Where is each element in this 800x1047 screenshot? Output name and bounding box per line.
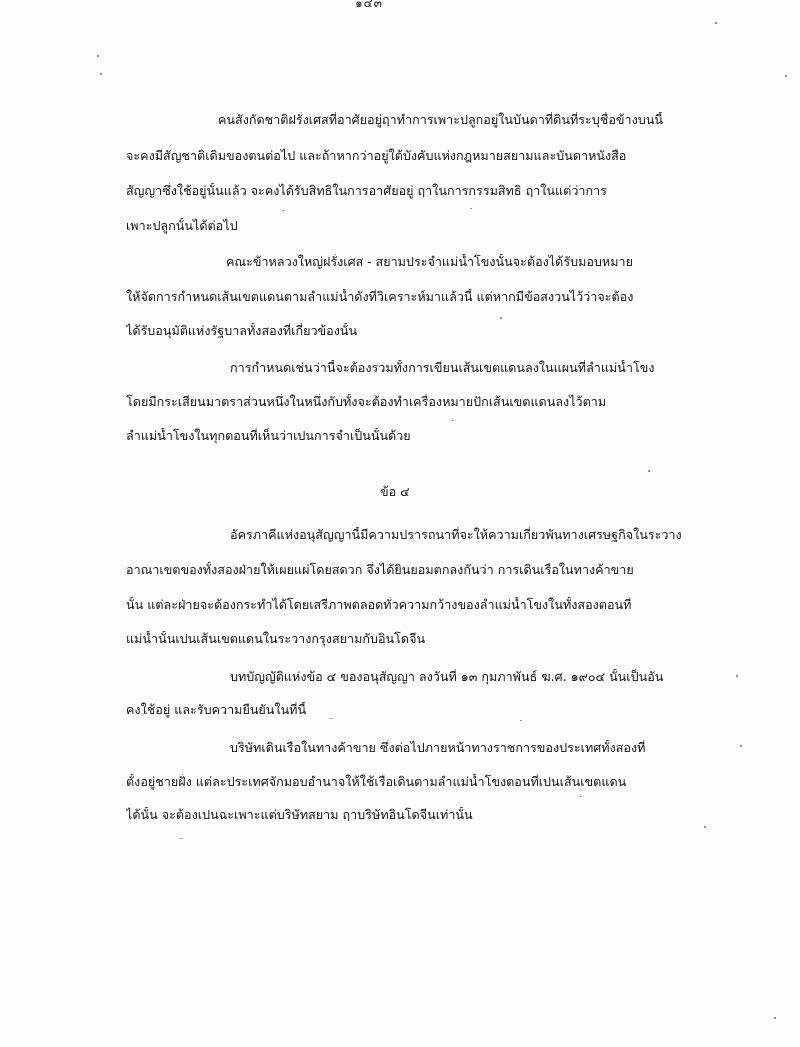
text-line: บทบัญญัติแห่งข้อ ๔ ของอนุสัญญา ลงวันที่ ๑๓ กุมภาพันธ์ ฆ.ศ. ๑๙๐๔ นั้นเป็นอัน	[230, 669, 664, 684]
scan-speck	[180, 838, 182, 839]
text-line: โดยมีกระเสียนมาตราส่วนหนึ่งในหนึ่งกับทั้งจะต้องทำเครื่องหมายปักเส้นเขตแดนลงไว้ตาม	[126, 394, 607, 409]
text-line: ตั้งอยู่ชายฝั่ง แต่ละประเทศจักมอบอำนาจให้ใช้เรือเดินตามลำแม่น้ำโขงตอนที่เปนเส้นเขตแดน	[126, 774, 627, 789]
scan-speck	[520, 720, 522, 721]
text-line: เพาะปลูกนั้นได้ต่อไป	[126, 218, 238, 233]
text-line: คนสังกัดชาติฝรั่งเศสที่อาศัยอยู่ฤาทำการเพาะปลูกอยู่ในบันดาที่ดินที่ระบุชื่อข้างบนนี้	[218, 112, 663, 127]
text-line: นั้น แต่ละฝ่ายจะต้องกระทำได้โดยเสรีภาพตลอดทั่วความกว้างของลำแม่น้ำโขงในทั้งสองตอนที่	[126, 597, 632, 612]
scan-speck	[715, 22, 717, 24]
scan-speck	[774, 1017, 776, 1019]
scan-speck	[500, 317, 502, 319]
text-line: สัญญาซึ่งใช้อยู่นั้นแล้ว จะคงได้รับสิทธิในการอาศัยอยู่ ฤาในการกรรมสิทธิ ฤาในแต่ว่าการ	[126, 183, 607, 198]
text-line: แม่น้ำนั้นเปนเส้นเขตแดนในระวางกรุงสยามกับอินโดจีน	[126, 631, 426, 646]
scan-speck	[100, 73, 102, 75]
text-line: อัครภาคีแห่งอนุสัญญานี้มีความปรารถนาที่จะให้ความเกี่ยวพันทางเศรษฐกิจในระวาง	[230, 527, 682, 542]
scan-speck	[704, 826, 706, 828]
scan-speck	[736, 675, 738, 677]
text-line: คงใช้อยู่ และรับความยืนยันในที่นี้	[126, 702, 307, 717]
scan-speck	[452, 420, 454, 421]
clause-heading: ข้อ ๔	[380, 484, 410, 499]
scan-speck	[470, 208, 472, 209]
scan-speck	[282, 210, 284, 211]
scan-speck	[580, 796, 582, 797]
scan-speck	[330, 718, 332, 719]
text-line: การกำหนดเช่นว่านี้จะต้องรวมทั้งการเขียนเส้นเขตแดนลงในแผนที่ลำแม่น้ำโขง	[230, 360, 655, 375]
scan-speck	[97, 55, 99, 57]
text-line: ได้รับอนุมัติแห่งรัฐบาลทั้งสองที่เกี่ยวข้องนั้น	[126, 323, 358, 338]
text-line: อาณาเขตของทั้งสองฝ่ายให้เผยแผ่โดยสดวก จึ่งได้ยินยอมตกลงกันว่า การเดินเรือในทางค้าขาย	[126, 562, 634, 577]
text-line: ลำแม่น้ำโขงในทุกตอนที่เห็นว่าเปนการจำเป็นนั้นด้วย	[126, 428, 411, 443]
scan-speck	[648, 470, 650, 472]
text-line: ให้จัดการกำหนดเส้นเขตแดนตามลำแม่น้ำดังที่วิเคราะห์มาแล้วนี้ แต่หากมีข้อสงวนไว้ว่าจะต้อง	[126, 289, 634, 304]
page-number: ๑๔๓	[355, 0, 383, 10]
text-line: จะคงมีสัญชาติเดิมของตนต่อไป และถ้าหากว่าอยู่ใต้บังคับแห่งกฎหมายสยามและบันดาหนังสือ	[126, 148, 627, 163]
text-line: บริษัทเดินเรือในทางค้าขาย ซึ่งต่อไปภายหน้าทางราชการของประเทศทั้งสองที่	[230, 740, 646, 755]
text-line: คณะข้าหลวงใหญ่ฝรั่งเศส - สยามประจำแม่น้ำโขงนั้นจะต้องได้รับมอบหมาย	[226, 254, 633, 269]
scan-speck	[740, 745, 742, 747]
scan-speck	[785, 75, 787, 77]
text-line: ได้นั้น จะต้องเปนฉะเพาะแต่บริษัทสยาม ฤาบริษัทอินโดจีนเท่านั้น	[126, 807, 473, 822]
